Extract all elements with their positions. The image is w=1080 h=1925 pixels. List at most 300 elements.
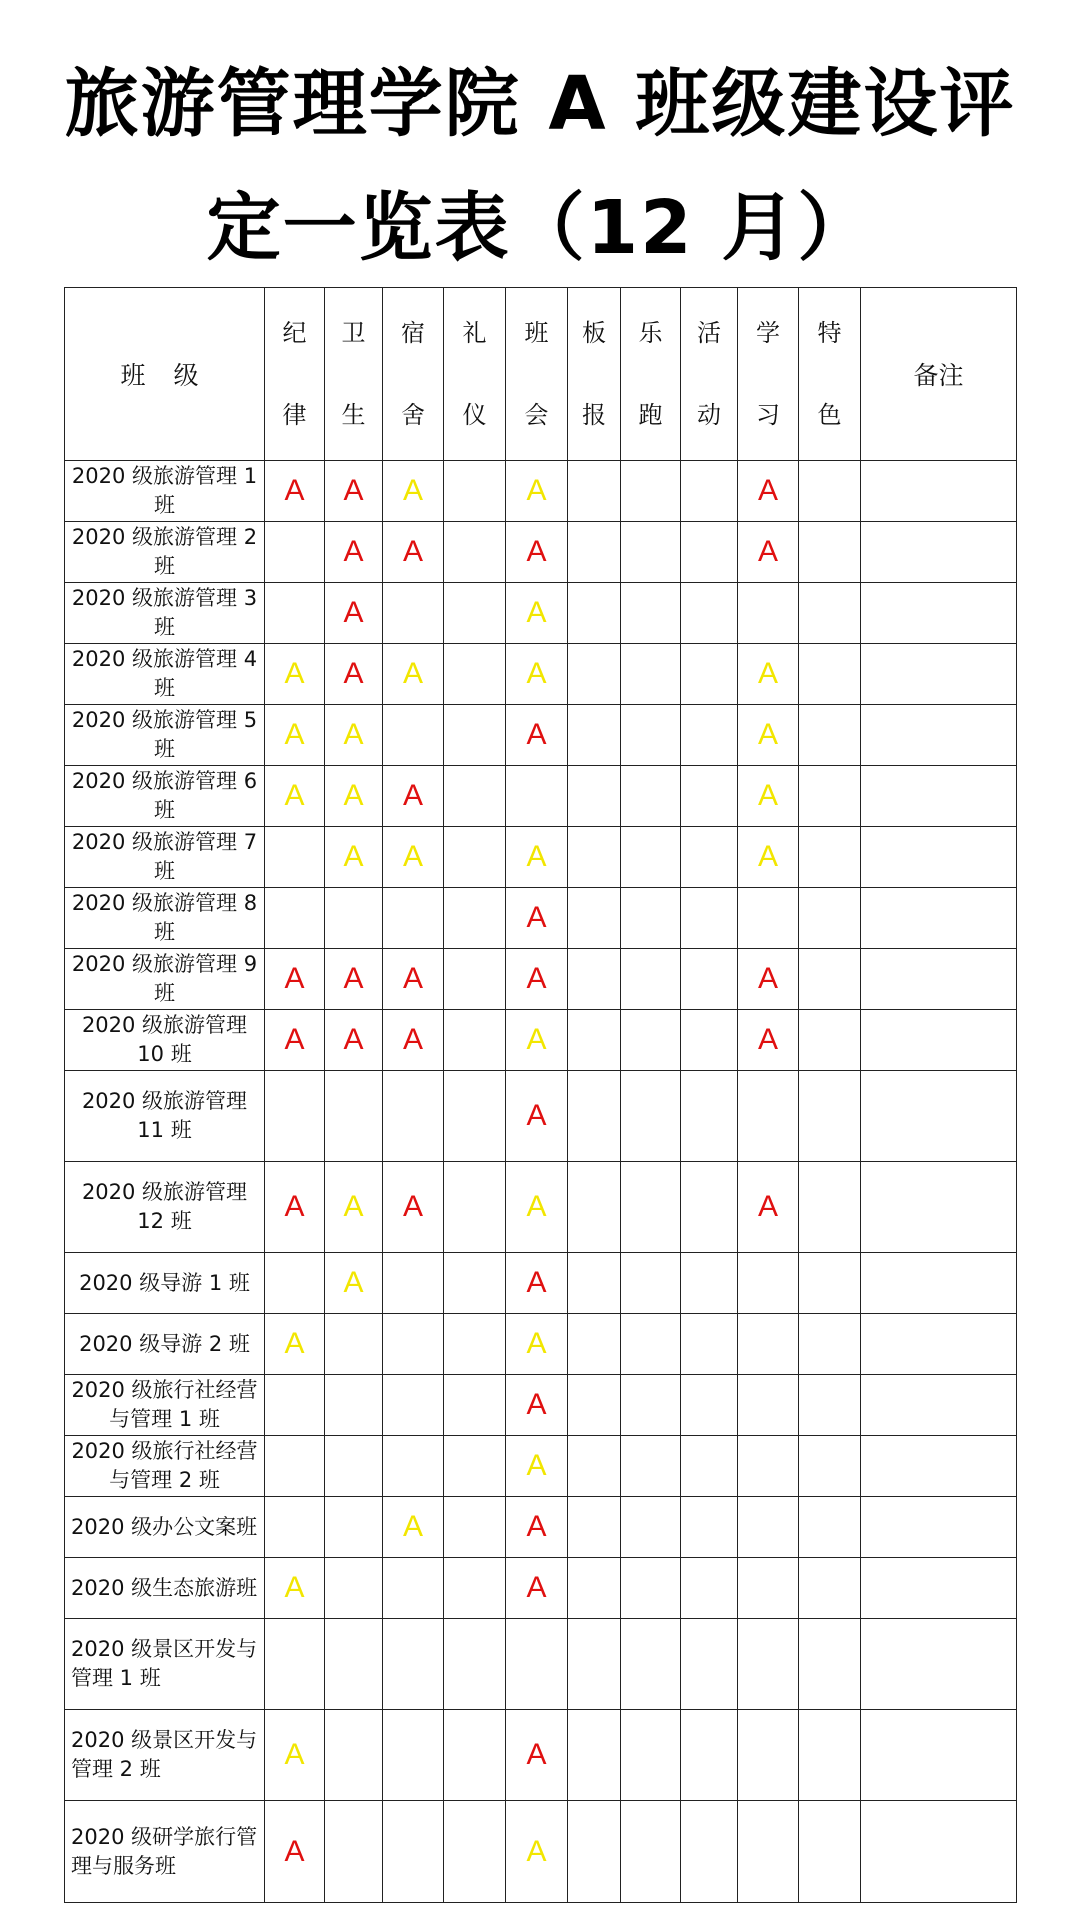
grade-cell [383,888,444,949]
remark-cell [861,1253,1017,1314]
table-row [65,1375,1017,1436]
grade-mark: A [526,1510,547,1543]
grade-mark: A [526,1834,547,1868]
grade-cell [738,461,799,522]
grade-cell [383,1162,444,1253]
category-header [325,288,383,461]
grade-cell [799,1162,861,1253]
grade-cell [568,1314,621,1375]
category-header [506,288,568,461]
grade-cell [799,827,861,888]
grade-mark: A [757,962,778,995]
grade-mark: A [757,1023,778,1056]
remark-cell [861,461,1017,522]
class-column-header: 班 级 [65,288,265,461]
category-header-char-bottom: 报 [582,401,606,429]
grade-cell [444,949,506,1010]
grade-cell [568,1375,621,1436]
grade-cell [325,1619,383,1710]
grade-cell [799,1436,861,1497]
grade-cell [799,1375,861,1436]
grade-cell [265,949,325,1010]
grade-mark: A [284,1834,305,1868]
table-row [65,705,1017,766]
grade-cell [506,766,568,827]
grade-cell [506,522,568,583]
grade-cell [325,1497,383,1558]
grade-mark: A [402,840,423,873]
grade-cell [265,1253,325,1314]
grade-cell [681,1497,738,1558]
grade-cell [568,1010,621,1071]
grade-mark: A [402,535,423,568]
grade-cell [506,1162,568,1253]
grade-cell [383,522,444,583]
grade-cell [621,888,681,949]
class-name-cell: 2020 级生态旅游班 [65,1558,265,1619]
grade-mark: A [526,901,547,934]
grade-cell [621,1710,681,1801]
grade-cell [621,1375,681,1436]
grade-cell [799,583,861,644]
grade-cell [444,705,506,766]
table-row [65,522,1017,583]
grade-cell [568,766,621,827]
grade-mark: A [757,1190,778,1223]
grade-mark: A [402,1190,423,1223]
grade-cell [444,1497,506,1558]
grade-cell [506,949,568,1010]
grade-cell [325,461,383,522]
category-header-char-bottom: 色 [817,401,842,429]
table-row [65,583,1017,644]
remark-cell [861,888,1017,949]
remark-cell [861,1314,1017,1375]
grade-cell [738,888,799,949]
grade-mark: A [343,840,364,873]
grade-mark: A [757,657,778,690]
grade-cell [444,583,506,644]
grade-cell [568,522,621,583]
grade-cell [383,1619,444,1710]
grade-mark: A [526,1388,547,1421]
class-name-cell: 2020 级办公文案班 [65,1497,265,1558]
grade-cell [444,888,506,949]
grade-cell [383,1071,444,1162]
class-name-cell: 2020 级旅游管理 6 班 [65,766,265,827]
grade-cell [444,766,506,827]
grade-cell [383,1375,444,1436]
grade-cell [383,461,444,522]
table-row [65,1436,1017,1497]
category-header [265,288,325,461]
category-header-char-top: 纪 [282,319,307,347]
grade-mark: A [526,840,547,873]
grade-cell [621,644,681,705]
grade-cell [265,1010,325,1071]
grade-cell [738,1010,799,1071]
remark-cell [861,1010,1017,1071]
remark-cell [861,766,1017,827]
grade-cell [799,1801,861,1903]
class-name-cell: 2020 级旅游管理 3 班 [65,583,265,644]
grade-cell [621,1436,681,1497]
grade-cell [568,1710,621,1801]
remark-cell [861,949,1017,1010]
title-line-1: 旅游管理学院 A 班级建设评 [64,61,1016,147]
grade-cell [799,1710,861,1801]
grade-mark: A [526,1023,547,1056]
grade-cell [265,522,325,583]
grade-cell [265,461,325,522]
grade-cell [738,1314,799,1375]
grade-cell [621,461,681,522]
grade-cell [799,705,861,766]
grade-cell [383,1710,444,1801]
grade-cell [681,1801,738,1903]
grade-cell [681,644,738,705]
grade-cell [738,1436,799,1497]
grade-cell [444,644,506,705]
grade-mark: A [526,1571,547,1604]
grade-cell [325,1162,383,1253]
table-row [65,827,1017,888]
grade-cell [738,1162,799,1253]
grade-cell [568,1801,621,1903]
grade-cell [621,705,681,766]
remark-cell [861,705,1017,766]
table-row [65,1071,1017,1162]
grade-cell [621,1314,681,1375]
grade-cell [621,1801,681,1903]
grade-cell [506,1071,568,1162]
category-header-char-bottom: 会 [524,401,549,429]
grade-cell [444,461,506,522]
grade-cell [799,1010,861,1071]
grade-mark: A [284,657,305,690]
remark-cell [861,1558,1017,1619]
table-row [65,461,1017,522]
grade-cell [681,1253,738,1314]
category-header [738,288,799,461]
grade-cell [265,705,325,766]
grade-cell [506,1436,568,1497]
category-header-char-bottom: 动 [697,401,721,429]
grade-cell [681,1619,738,1710]
grade-cell [681,1010,738,1071]
grade-cell [325,522,383,583]
grade-cell [621,1162,681,1253]
grade-cell [325,644,383,705]
grade-mark: A [343,1190,364,1223]
category-header [621,288,681,461]
grade-cell [444,1162,506,1253]
grade-cell [383,705,444,766]
grade-mark: A [284,779,305,812]
grade-cell [325,888,383,949]
grade-cell [383,644,444,705]
grade-cell [506,1375,568,1436]
grade-cell [799,1314,861,1375]
grade-cell [621,1071,681,1162]
grade-cell [265,1497,325,1558]
grade-cell [568,1253,621,1314]
grade-cell [568,1162,621,1253]
grade-cell [444,1375,506,1436]
grade-mark: A [284,1571,305,1604]
grade-mark: A [343,535,364,568]
grade-cell [681,705,738,766]
grade-cell [265,583,325,644]
grade-mark: A [343,779,364,812]
table-row [65,1801,1017,1903]
grade-cell [444,1314,506,1375]
category-header-char-top: 乐 [638,319,663,347]
grade-mark: A [526,1738,547,1771]
grade-mark: A [526,657,547,690]
grade-cell [621,1497,681,1558]
table-row [65,1314,1017,1375]
grade-cell [681,461,738,522]
remark-column-header: 备注 [861,288,1017,461]
class-name-cell: 2020 级旅行社经营与管理 1 班 [65,1375,265,1436]
grade-cell [621,1558,681,1619]
grade-cell [506,583,568,644]
grade-cell [738,644,799,705]
class-name-cell: 2020 级旅游管理 8 班 [65,888,265,949]
grade-cell [799,949,861,1010]
grade-mark: A [402,962,423,995]
grade-mark: A [343,962,364,995]
grade-cell [621,949,681,1010]
category-header-char-bottom: 律 [282,401,307,429]
grade-cell [568,583,621,644]
grade-cell [568,888,621,949]
grade-cell [681,888,738,949]
grade-cell [265,1071,325,1162]
class-name-cell: 2020 级导游 1 班 [65,1253,265,1314]
rating-table [64,287,1017,1903]
grade-cell [383,1314,444,1375]
grade-mark: A [757,718,778,751]
category-header-char-bottom: 跑 [638,401,663,429]
grade-cell [799,1558,861,1619]
grade-cell [799,888,861,949]
grade-cell [681,522,738,583]
grade-cell [325,949,383,1010]
grade-cell [621,522,681,583]
grade-cell [738,522,799,583]
grade-cell [325,1375,383,1436]
grade-cell [325,583,383,644]
grade-cell [738,949,799,1010]
grade-mark: A [757,779,778,812]
grade-cell [265,1375,325,1436]
grade-cell [568,461,621,522]
grade-cell [383,949,444,1010]
remark-cell [861,1619,1017,1710]
class-name-cell: 2020 级旅游管理 7 班 [65,827,265,888]
grade-cell [325,827,383,888]
grade-cell [568,705,621,766]
grade-mark: A [526,1266,547,1299]
grade-cell [325,1010,383,1071]
grade-cell [681,1710,738,1801]
grade-cell [799,1619,861,1710]
grade-cell [325,1071,383,1162]
grade-cell [265,1710,325,1801]
class-name-cell: 2020 级旅游管理 10 班 [65,1010,265,1071]
category-header [444,288,506,461]
grade-mark: A [402,1510,423,1543]
grade-cell [799,461,861,522]
grade-cell [265,644,325,705]
table-row [65,1619,1017,1710]
grade-mark: A [284,1738,305,1771]
grade-cell [383,1558,444,1619]
category-header [799,288,861,461]
grade-mark: A [284,962,305,995]
table-row [65,1497,1017,1558]
grade-cell [265,1558,325,1619]
grade-cell [799,644,861,705]
grade-cell [738,1710,799,1801]
remark-cell [861,1375,1017,1436]
class-name-cell: 2020 级旅游管理 4 班 [65,644,265,705]
grade-cell [383,766,444,827]
table-row [65,949,1017,1010]
class-name-cell: 2020 级旅游管理 5 班 [65,705,265,766]
category-header-char-top: 班 [524,319,549,347]
grade-cell [265,766,325,827]
class-name-cell: 2020 级旅游管理 12 班 [65,1162,265,1253]
grade-cell [738,1375,799,1436]
grade-cell [568,644,621,705]
grade-cell [568,1071,621,1162]
grade-cell [681,949,738,1010]
category-header-char-top: 特 [817,319,842,347]
grade-mark: A [343,1023,364,1056]
grade-cell [799,766,861,827]
grade-mark: A [343,718,364,751]
grade-cell [506,1801,568,1903]
grade-mark: A [757,535,778,568]
grade-cell [621,583,681,644]
category-header-char-top: 卫 [341,319,366,347]
grade-cell [506,1619,568,1710]
grade-cell [325,1253,383,1314]
table-row [65,1558,1017,1619]
grade-cell [621,1619,681,1710]
grade-cell [681,1314,738,1375]
grade-cell [506,644,568,705]
grade-mark: A [284,718,305,751]
grade-cell [506,705,568,766]
grade-cell [738,1497,799,1558]
grade-mark: A [526,1190,547,1223]
grade-cell [568,827,621,888]
remark-cell [861,1162,1017,1253]
class-name-cell: 2020 级旅行社经营与管理 2 班 [65,1436,265,1497]
remark-cell [861,1497,1017,1558]
table-row [65,1162,1017,1253]
grade-cell [325,766,383,827]
remark-cell [861,1071,1017,1162]
grade-cell [325,1710,383,1801]
class-name-cell: 2020 级旅游管理 1 班 [65,461,265,522]
grade-cell [506,1253,568,1314]
grade-mark: A [526,535,547,568]
category-header-char-top: 宿 [401,319,425,347]
category-header-char-bottom: 舍 [401,401,425,429]
grade-cell [325,1558,383,1619]
category-header-char-top: 礼 [462,319,487,347]
grade-cell [265,1162,325,1253]
grade-cell [799,1071,861,1162]
grade-cell [681,1558,738,1619]
grade-cell [325,705,383,766]
grade-cell [383,1801,444,1903]
grade-cell [325,1436,383,1497]
table-row [65,1710,1017,1801]
remark-cell [861,583,1017,644]
grade-cell [383,583,444,644]
grade-mark: A [343,1266,364,1299]
category-header [681,288,738,461]
table-row [65,766,1017,827]
grade-cell [265,1314,325,1375]
category-header-char-top: 学 [756,319,780,347]
class-name-cell: 2020 级景区开发与管理 1 班 [65,1619,265,1710]
grade-cell [681,1375,738,1436]
grade-cell [444,1619,506,1710]
table-body [65,461,1017,1903]
grade-cell [506,1710,568,1801]
grade-mark: A [757,474,778,507]
grade-cell [265,1801,325,1903]
remark-cell [861,827,1017,888]
grade-cell [738,583,799,644]
grade-cell [383,827,444,888]
grade-cell [444,1071,506,1162]
table-row [65,888,1017,949]
class-name-cell: 2020 级旅游管理 9 班 [65,949,265,1010]
grade-cell [681,766,738,827]
table-row [65,1253,1017,1314]
grade-cell [506,1314,568,1375]
grade-cell [444,1253,506,1314]
grade-mark: A [343,474,364,507]
grade-cell [799,1253,861,1314]
grade-cell [265,888,325,949]
grade-mark: A [343,596,364,629]
grade-cell [506,888,568,949]
grade-mark: A [757,840,778,873]
grade-cell [621,1010,681,1071]
grade-cell [325,1314,383,1375]
category-header-char-bottom: 习 [756,401,780,429]
grade-cell [444,1710,506,1801]
grade-cell [444,827,506,888]
grade-mark: A [402,474,423,507]
grade-mark: A [284,474,305,507]
grade-cell [265,1436,325,1497]
category-header-char-bottom: 生 [341,401,366,429]
remark-cell [861,1801,1017,1903]
grade-cell [621,827,681,888]
category-header [568,288,621,461]
grade-mark: A [526,1099,547,1132]
